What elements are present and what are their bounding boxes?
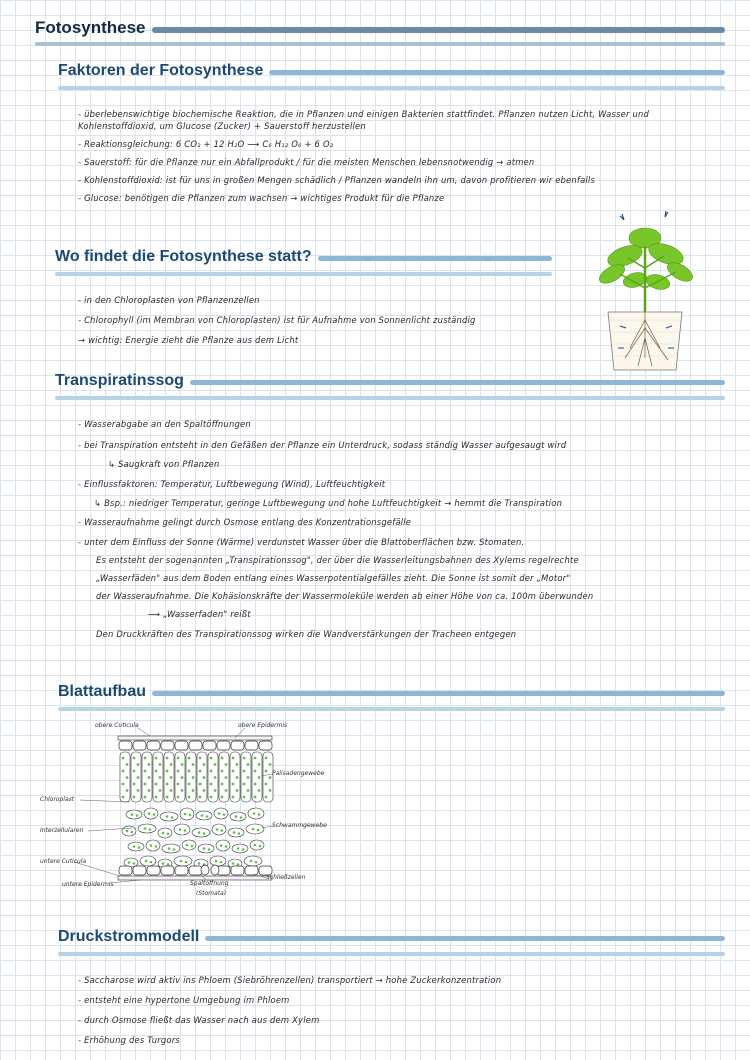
chloroplast-dot xyxy=(221,783,224,786)
palisade-cell xyxy=(263,752,273,802)
label-schwammgewebe: Schwammgewebe xyxy=(272,822,327,829)
spongy-cell xyxy=(246,824,264,834)
chloroplast-dot xyxy=(208,848,211,851)
chloroplast-dot xyxy=(242,848,245,851)
label-schliesszellen: Schließzellen xyxy=(266,874,306,881)
label-spaltoeffnung: Spaltöffnung xyxy=(190,880,229,887)
chloroplast-dot xyxy=(199,783,202,786)
palisade-cell xyxy=(252,752,262,802)
chloroplast-dot xyxy=(210,796,213,799)
label-untere-epidermis: untere Epidermis xyxy=(62,881,114,888)
chloroplast-dot xyxy=(159,789,162,792)
chloroplast-dot xyxy=(126,763,129,766)
chloroplast-dot xyxy=(216,828,219,831)
chloroplast-dot xyxy=(199,757,202,760)
chloroplast-dot xyxy=(144,770,147,773)
chloroplast-dot xyxy=(150,844,153,847)
chloroplast-dot xyxy=(258,789,261,792)
text-line: Den Druckkräften des Transpirationssog wirken die Wandverstärkungen der Tracheen entgegen xyxy=(96,629,517,639)
palisade-cell xyxy=(197,752,207,802)
chloroplast-dot xyxy=(218,812,221,815)
section-underline xyxy=(205,936,725,941)
chloroplast-dot xyxy=(170,776,173,779)
sun-arrow-icon xyxy=(620,211,668,220)
chloroplast-dot xyxy=(203,832,206,835)
chloroplast-dot xyxy=(250,860,253,863)
chloroplast-dot xyxy=(136,814,139,817)
chloroplast-dot xyxy=(232,783,235,786)
chloroplast-dot xyxy=(232,862,235,865)
section-title: Wo findet die Fotosynthese statt? xyxy=(55,248,312,265)
chloroplast-dot xyxy=(247,763,250,766)
chloroplast-dot xyxy=(144,796,147,799)
spongy-cell xyxy=(192,828,210,837)
chloroplast-dot xyxy=(144,757,147,760)
spongy-cell xyxy=(198,844,214,853)
chloroplast-dot xyxy=(166,815,169,818)
chloroplast-dot xyxy=(148,789,151,792)
text-line: - durch Osmose fließt das Wasser nach aus dem Xylem xyxy=(78,1015,320,1025)
chloroplast-dot xyxy=(185,861,188,864)
chloroplast-dot xyxy=(265,757,268,760)
chloroplast-dot xyxy=(265,770,268,773)
chloroplast-dot xyxy=(199,796,202,799)
faktoren-text xyxy=(78,108,720,204)
section-heading-faktoren xyxy=(58,62,725,80)
chloroplast-dot xyxy=(240,816,243,819)
chloroplast-dot xyxy=(177,757,180,760)
chloroplast-dot xyxy=(162,832,165,835)
chloroplast-dot xyxy=(188,796,191,799)
chloroplast-dot xyxy=(254,796,257,799)
chloroplast-dot xyxy=(237,847,240,850)
chloroplast-dot xyxy=(133,770,136,773)
wo-text xyxy=(78,294,570,346)
chloroplast-dot xyxy=(155,783,158,786)
chloroplast-dot xyxy=(221,829,224,832)
chloroplast-dot xyxy=(254,783,257,786)
palisade-cell xyxy=(164,752,174,802)
section-underline xyxy=(318,256,552,261)
section-title: Faktoren der Fotosynthese xyxy=(58,62,264,79)
title-underline xyxy=(152,27,725,33)
chloroplast-dot xyxy=(258,813,261,816)
chloroplast-dot xyxy=(126,830,129,833)
section-heading-transpiration xyxy=(55,372,725,390)
epidermis-cell xyxy=(259,741,272,750)
text-line: - Glucose: benötigen die Pflanzen zum wachsen → wichtiges Produkt für die Pflanze xyxy=(78,193,445,203)
chloroplast-dot xyxy=(252,828,255,831)
chloroplast-dot xyxy=(168,847,171,850)
chloroplast-dot xyxy=(145,860,148,863)
chloroplast-dot xyxy=(181,789,184,792)
palisade-cell xyxy=(241,752,251,802)
chloroplast-dot xyxy=(184,813,187,816)
chloroplast-dot xyxy=(210,770,213,773)
chloroplast-dot xyxy=(177,783,180,786)
chloroplast-dot xyxy=(265,783,268,786)
label-obere-cuticula: obere Cuticula xyxy=(95,722,139,729)
section-underline-2 xyxy=(55,272,552,276)
chloroplast-dot xyxy=(259,845,262,848)
palisade-cell xyxy=(131,752,141,802)
chloroplast-dot xyxy=(122,770,125,773)
chloroplast-dot xyxy=(210,783,213,786)
chloroplast-dot xyxy=(177,796,180,799)
chloroplast-dot xyxy=(148,812,151,815)
epidermis-cell xyxy=(147,866,160,875)
palisade-cell xyxy=(219,752,229,802)
chloroplast-dot xyxy=(214,789,217,792)
spongy-cell xyxy=(210,856,226,866)
epidermis-cell xyxy=(133,741,146,750)
chloroplast-dot xyxy=(192,776,195,779)
text-line: Es entsteht der sogenannten „Transpirationssog", der über die Wasserleitungsbahnen des Xylems regelrechte xyxy=(96,555,579,565)
section-underline xyxy=(152,691,725,696)
chloroplast-dot xyxy=(221,757,224,760)
chloroplast-dot xyxy=(258,763,261,766)
chloroplast-dot xyxy=(159,776,162,779)
epidermis-cell xyxy=(175,741,188,750)
text-line: - Wasserabgabe an den Spaltöffnungen xyxy=(78,419,251,429)
chloroplast-dot xyxy=(133,796,136,799)
epidermis-cell xyxy=(231,741,244,750)
epidermis-cell xyxy=(161,741,174,750)
text-line: - Wasseraufnahme gelingt durch Osmose entlang des Konzentrationsgefälle xyxy=(78,517,412,527)
text-line: - entsteht eine hypertone Umgebung im Phloem xyxy=(78,995,290,1005)
text-line: - Chlorophyll (im Membran von Chloroplasten) ist für Aufnahme von Sonnenlicht zuständig xyxy=(78,315,476,325)
chloroplast-dot xyxy=(166,783,169,786)
text-line: der Wasseraufnahme. Die Kohäsionskräfte der Wassermoleküle werden ab einer Höhe von ca. 100m überwunden xyxy=(96,591,594,601)
epidermis-cell xyxy=(189,866,202,875)
palisade-cell xyxy=(230,752,240,802)
page-title-text: Fotosynthese xyxy=(35,18,146,37)
chloroplast-dot xyxy=(265,796,268,799)
label-untere-cuticula: untere Cuticula xyxy=(40,858,87,865)
section-underline xyxy=(190,380,725,385)
spongy-cell xyxy=(244,856,262,866)
chloroplast-dot xyxy=(155,796,158,799)
chloroplast-dot xyxy=(257,829,260,832)
leaf-cross-section-diagram xyxy=(40,718,360,913)
chloroplast-dot xyxy=(238,832,241,835)
chloroplast-dot xyxy=(166,757,169,760)
chloroplast-dot xyxy=(191,845,194,848)
epidermis-cell xyxy=(231,866,244,875)
chloroplast-dot xyxy=(258,776,261,779)
chloroplast-dot xyxy=(235,815,238,818)
chloroplast-dot xyxy=(223,813,226,816)
text-line: - Sauerstoff: für die Pflanze nur ein Abfallprodukt / für die meisten Menschen lebensnotwendig → atmen xyxy=(78,157,535,167)
spongy-cell xyxy=(212,824,226,835)
plant-in-pot-illustration xyxy=(590,208,700,378)
section-heading-blatt xyxy=(58,683,725,701)
epidermis-cell xyxy=(245,741,258,750)
chloroplast-dot xyxy=(192,789,195,792)
chloroplast-dot xyxy=(220,861,223,864)
label-chloroplast: Chloroplast xyxy=(40,796,75,803)
chloroplast-dot xyxy=(203,847,206,850)
palisade-cell xyxy=(153,752,163,802)
spongy-cell xyxy=(182,840,196,850)
epidermis-cell xyxy=(119,741,132,750)
text-line: - unter dem Einfluss der Sonne (Wärme) verdunstet Wasser über die Blattoberflächen bzw. Stomaten. xyxy=(78,537,525,547)
chloroplast-dot xyxy=(225,789,228,792)
section-title: Transpiratinssog xyxy=(55,372,184,389)
spongy-cell xyxy=(214,808,228,819)
chloroplast-dot xyxy=(203,789,206,792)
chloroplast-dot xyxy=(255,861,258,864)
chloroplast-dot xyxy=(243,757,246,760)
chloroplast-dot xyxy=(150,861,153,864)
section-underline-2 xyxy=(58,707,725,711)
chloroplast-dot xyxy=(232,770,235,773)
chloroplast-dot xyxy=(133,862,136,865)
chloroplast-dot xyxy=(188,757,191,760)
spongy-cell xyxy=(180,808,194,820)
chloroplast-dot xyxy=(126,776,129,779)
chloroplast-dot xyxy=(144,827,147,830)
guard-cell xyxy=(201,865,209,875)
chloroplast-dot xyxy=(247,789,250,792)
transpiration-text xyxy=(78,418,720,640)
page-title xyxy=(35,18,725,38)
chloroplast-dot xyxy=(122,757,125,760)
chloroplast-dot xyxy=(215,860,218,863)
text-line: - Saccharose wird aktiv ins Phloem (Siebröhrenzellen) transportiert → hohe Zuckerkonzentration xyxy=(78,975,502,985)
chloroplast-dot xyxy=(192,763,195,766)
chloroplast-dot xyxy=(247,776,250,779)
chloroplast-dot xyxy=(155,770,158,773)
section-title: Druckstrommodell xyxy=(58,928,200,945)
chloroplast-dot xyxy=(179,828,182,831)
section-underline xyxy=(269,70,725,75)
spongy-cell xyxy=(160,812,178,821)
chloroplast-dot xyxy=(138,846,141,849)
chloroplast-dot xyxy=(214,776,217,779)
chloroplast-dot xyxy=(199,770,202,773)
chloroplast-dot xyxy=(167,863,170,866)
chloroplast-dot xyxy=(180,860,183,863)
chloroplast-dot xyxy=(131,813,134,816)
chloroplast-dot xyxy=(131,831,134,834)
palisade-cells xyxy=(120,752,273,802)
text-line: - Einflussfaktoren: Temperatur, Luftbewegung (Wind), Luftfeuchtigkeit xyxy=(78,479,386,489)
chloroplast-dot xyxy=(198,862,201,865)
chloroplast-dot xyxy=(201,814,204,817)
chloroplast-dot xyxy=(254,844,257,847)
chloroplast-dot xyxy=(166,770,169,773)
palisade-cell xyxy=(208,752,218,802)
spongy-cell xyxy=(232,844,248,853)
text-line: - Kohlenstoffdioxid: ist für uns in großen Mengen schädlich / Pflanzen wandeln ihn um, davon profitieren wir ebenfalls xyxy=(78,175,596,185)
chloroplast-dot xyxy=(236,776,239,779)
spongy-cells xyxy=(122,808,264,868)
palisade-cell xyxy=(142,752,152,802)
chloroplast-dot xyxy=(210,757,213,760)
section-underline-2 xyxy=(58,952,725,956)
chloroplast-dot xyxy=(155,757,158,760)
text-line: ↳ Bsp.: niedriger Temperatur, geringe Luftbewegung und hohe Luftfeuchtigkeit → hemmt die Transpiration xyxy=(94,498,563,508)
palisade-cell xyxy=(186,752,196,802)
text-line: - bei Transpiration entsteht in den Gefäßen der Pflanze ein Unterdruck, sodass ständig Wasser aufgesaugt wird xyxy=(78,440,567,450)
chloroplast-dot xyxy=(177,770,180,773)
label-palisadengewebe: Palisadengewebe xyxy=(272,770,325,777)
spongy-cell xyxy=(126,810,142,819)
section-underline-2 xyxy=(58,86,725,90)
chloroplast-dot xyxy=(126,789,129,792)
chloroplast-dot xyxy=(122,796,125,799)
chloroplast-dot xyxy=(225,845,228,848)
epidermis-cell xyxy=(147,741,160,750)
chloroplast-dot xyxy=(237,863,240,866)
chloroplast-dot xyxy=(225,776,228,779)
spongy-cell xyxy=(230,812,246,821)
chloroplast-dot xyxy=(233,831,236,834)
lower-epidermis-cells xyxy=(119,865,272,875)
chloroplast-dot xyxy=(133,783,136,786)
text-line: „Wasserfäden" aus dem Boden entlang eines Wasserpotentialgefälles zieht. Die Sonne ist somit der „Motor" xyxy=(96,573,571,583)
chloroplast-dot xyxy=(133,845,136,848)
chloroplast-dot xyxy=(137,763,140,766)
text-line: ↳ Saugkraft von Pflanzen xyxy=(108,459,220,469)
chloroplast-dot xyxy=(188,783,191,786)
chloroplast-dot xyxy=(144,783,147,786)
guard-cell xyxy=(211,865,219,875)
upper-epidermis-cells xyxy=(119,741,272,750)
druckstrom-text xyxy=(78,974,720,1046)
chloroplast-dot xyxy=(188,770,191,773)
section-title: Blattaufbau xyxy=(58,683,146,700)
spongy-cell xyxy=(128,842,144,851)
chloroplast-dot xyxy=(236,789,239,792)
chloroplast-dot xyxy=(254,757,257,760)
chloroplast-dot xyxy=(173,848,176,851)
section-heading-wo xyxy=(55,248,552,266)
chloroplast-dot xyxy=(221,796,224,799)
epidermis-cell xyxy=(203,741,216,750)
label-pointers xyxy=(74,728,272,883)
chloroplast-dot xyxy=(149,828,152,831)
chloroplast-dot xyxy=(236,763,239,766)
chloroplast-dot xyxy=(243,783,246,786)
chloroplast-dot xyxy=(232,796,235,799)
spongy-cell xyxy=(144,808,158,819)
text-line: - Reaktionsgleichung: 6 CO₂ + 12 H₂O ⟶ C₆ H₁₂ O₆ + 6 O₂ xyxy=(78,139,334,149)
epidermis-cell xyxy=(119,866,132,875)
label-interzellularen: Interzellularen xyxy=(40,827,84,834)
text-line: Kohlenstoffdioxid, um Glucose (Zucker) + Sauerstoff herzustellen xyxy=(78,121,366,131)
spongy-cell xyxy=(174,824,190,835)
spongy-cell xyxy=(162,844,180,853)
chloroplast-dot xyxy=(203,776,206,779)
chloroplast-dot xyxy=(162,862,165,865)
chloroplast-dot xyxy=(170,763,173,766)
chloroplast-dot xyxy=(214,763,217,766)
spongy-cell xyxy=(250,840,264,850)
epidermis-cell xyxy=(175,866,188,875)
chloroplast-dot xyxy=(253,812,256,815)
chloroplast-dot xyxy=(221,770,224,773)
chloroplast-dot xyxy=(225,763,228,766)
label-obere-epidermis: obere Epidermis xyxy=(238,722,288,729)
chloroplast-dot xyxy=(220,844,223,847)
epidermis-cell xyxy=(133,866,146,875)
spongy-cell xyxy=(122,826,136,836)
chloroplast-dot xyxy=(153,813,156,816)
chloroplast-dot xyxy=(155,845,158,848)
chloroplast-dot xyxy=(206,815,209,818)
spongy-cell xyxy=(196,811,212,820)
text-line: ⟶ „Wasserfaden" reißt xyxy=(148,609,251,619)
spongy-cell xyxy=(146,840,160,851)
chloroplast-dot xyxy=(148,776,151,779)
epidermis-cell xyxy=(161,866,174,875)
chloroplast-dot xyxy=(269,789,272,792)
chloroplast-dot xyxy=(243,770,246,773)
chloroplast-dot xyxy=(167,833,170,836)
chloroplast-dot xyxy=(184,829,187,832)
chloroplast-dot xyxy=(170,789,173,792)
chloroplast-dot xyxy=(181,763,184,766)
chloroplast-dot xyxy=(198,831,201,834)
chloroplast-dot xyxy=(269,763,272,766)
chloroplast-dot xyxy=(243,796,246,799)
text-line: - in den Chloroplasten von Pflanzenzellen xyxy=(78,295,260,305)
chloroplast-dot xyxy=(166,796,169,799)
chloroplast-dot xyxy=(128,861,131,864)
chloroplast-dot xyxy=(122,783,125,786)
chloroplast-dot xyxy=(159,763,162,766)
upper-cuticle xyxy=(118,736,272,740)
chloroplast-dot xyxy=(203,763,206,766)
chloroplast-dot xyxy=(148,763,151,766)
chloroplast-dot xyxy=(181,776,184,779)
spongy-cell xyxy=(140,856,156,866)
section-underline-2 xyxy=(55,396,725,400)
chloroplast-dot xyxy=(189,814,192,817)
spongy-cell xyxy=(138,824,156,833)
spongy-cell xyxy=(248,808,264,819)
text-line: - Erhöhung des Turgors xyxy=(78,1035,180,1045)
epidermis-cell xyxy=(189,741,202,750)
text-line: → wichtig: Energie zieht die Pflanze aus dem Licht xyxy=(78,335,299,345)
section-heading-druckstrom xyxy=(58,928,725,946)
spongy-cell xyxy=(158,828,172,838)
title-underline-2 xyxy=(35,42,725,46)
spongy-cell xyxy=(174,856,192,866)
epidermis-cell xyxy=(245,866,258,875)
text-line: - überlebenswichtige biochemische Reaktion, die in Pflanzen und einigen Bakterien stattfindet. Pflanzen nutzen Licht, Wasser und xyxy=(78,109,650,119)
chloroplast-dot xyxy=(137,776,140,779)
chloroplast-dot xyxy=(171,816,174,819)
chloroplast-dot xyxy=(137,789,140,792)
label-stomata: (Stomata) xyxy=(196,890,227,897)
palisade-cell xyxy=(175,752,185,802)
spongy-cell xyxy=(216,840,230,851)
chloroplast-dot xyxy=(254,770,257,773)
chloroplast-dot xyxy=(269,776,272,779)
chloroplast-dot xyxy=(186,844,189,847)
chloroplast-dot xyxy=(133,757,136,760)
epidermis-cell xyxy=(217,741,230,750)
chloroplast-dot xyxy=(232,757,235,760)
spongy-cell xyxy=(228,828,244,837)
palisade-cell xyxy=(120,752,130,802)
